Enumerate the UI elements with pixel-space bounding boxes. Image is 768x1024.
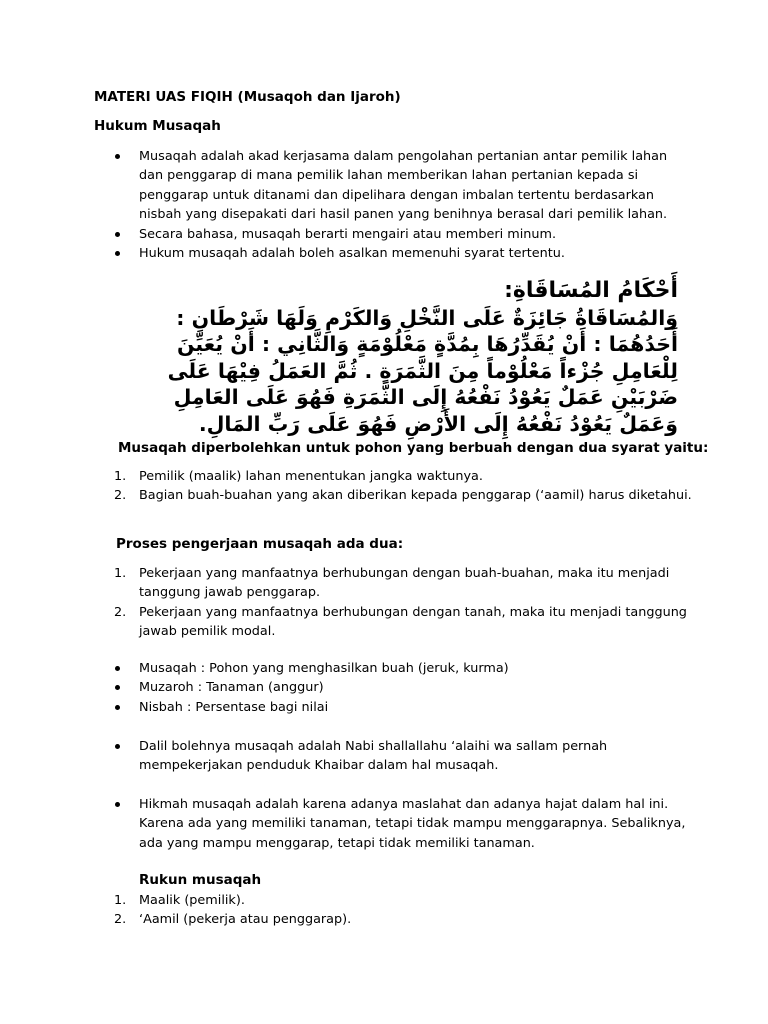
bullet-icon bbox=[115, 251, 120, 256]
bullet-icon bbox=[115, 154, 120, 159]
list-item-line: Bagian buah-buahan yang akan diberikan kepada penggarap (‘aamil) harus diketahui. bbox=[139, 488, 692, 504]
list-item bbox=[93, 795, 713, 853]
list-item bbox=[93, 244, 713, 263]
list-number: 2. bbox=[114, 488, 127, 504]
section-heading-proses: Proses pengerjaan musaqah ada dua: bbox=[116, 536, 404, 552]
arabic-line: وَعَمَلٌ يَعُوْدُ نَفْعُهُ إِلَى الأَرْضِ فَهُوَ عَلَى رَبِّ المَالِ. bbox=[198, 411, 678, 436]
list-item-line: tanggung jawab penggarap. bbox=[139, 585, 321, 601]
bullet-icon bbox=[115, 666, 120, 671]
list-item bbox=[93, 698, 713, 717]
section-heading-hukum-musaqah: Hukum Musaqah bbox=[94, 118, 221, 134]
list-item-line: mempekerjakan penduduk Khaibar dalam hal musaqah. bbox=[139, 758, 499, 774]
list-item bbox=[93, 467, 713, 486]
list-item-line: Dalil bolehnya musaqah adalah Nabi shallallahu ‘alaihi wa sallam pernah bbox=[139, 739, 608, 754]
bullet-icon bbox=[115, 705, 120, 710]
proses-list bbox=[93, 564, 713, 642]
list-item-line: penggarap untuk ditanami dan dipelihara dengan imbalan tertentu berdasarkan bbox=[139, 187, 655, 203]
list-item-line: Karena ada yang memiliki tanaman, tetapi tidak mampu menggarapnya. Sebaliknya, bbox=[139, 816, 686, 832]
arabic-text-block bbox=[150, 278, 678, 437]
list-item bbox=[93, 486, 713, 505]
list-item bbox=[93, 225, 713, 244]
arabic-heading: أَحْكَامُ المُسَاقَاةِ: bbox=[504, 278, 678, 303]
bullet-icon bbox=[115, 685, 120, 690]
hikmah-list bbox=[93, 795, 713, 853]
terms-list bbox=[93, 659, 713, 717]
list-item-line: Pekerjaan yang manfaatnya berhubungan dengan tanah, maka itu menjadi tanggung bbox=[139, 604, 687, 620]
arabic-line: وَالمُسَاقَاةُ جَائِزَةٌ عَلَى النَّخْلِ وَالكَرْمِ وَلَهَا شَرْطَانِ : bbox=[176, 305, 678, 330]
bullet-icon bbox=[115, 232, 120, 237]
list-item bbox=[93, 737, 713, 776]
list-number: 1. bbox=[114, 893, 127, 908]
hukum-musaqah-list bbox=[93, 147, 713, 263]
arabic-line: لِلْعَامِلِ جُزْءاً مَعْلُوْماً مِنَ الثَّمَرَةِ . ثُمَّ العَمَلُ فِيْهَا عَلَى bbox=[167, 358, 678, 383]
list-item-line: Pekerjaan yang manfaatnya berhubungan dengan buah-buahan, maka itu menjadi bbox=[139, 566, 670, 581]
list-number: 2. bbox=[114, 912, 127, 928]
list-item-line: Secara bahasa, musaqah berarti mengairi atau memberi minum. bbox=[139, 226, 557, 242]
list-item-line: dan penggarap di mana pemilik lahan memberikan lahan pertanian kepada si bbox=[139, 168, 639, 184]
section-heading-syarat: Musaqah diperbolehkan untuk pohon yang berbuah dengan dua syarat yaitu: bbox=[118, 440, 709, 456]
list-number: 1. bbox=[114, 469, 127, 484]
list-item bbox=[93, 678, 713, 697]
list-item bbox=[93, 891, 713, 910]
list-item-line: Hikmah musaqah adalah karena adanya maslahat dan adanya hajat dalam hal ini. bbox=[139, 797, 669, 812]
arabic-line: أَحَدُهُمَا : أَنْ يُقَدِّرُهَا بِمُدَّةٍ مَعْلُوْمَةٍ وَالثَّانِي : أَنْ يُعَيِّنَ bbox=[176, 332, 678, 356]
list-item-line: jawab pemilik modal. bbox=[139, 624, 276, 640]
list-item-line: ‘Aamil (pekerja atau penggarap). bbox=[139, 912, 352, 928]
list-item-line: Musaqah : Pohon yang menghasilkan buah (jeruk, kurma) bbox=[139, 661, 509, 676]
rukun-list bbox=[93, 891, 713, 930]
list-item-line: nisbah yang disepakati dari hasil panen yang benihnya berasal dari pemilik lahan. bbox=[139, 207, 668, 223]
list-item bbox=[93, 564, 713, 603]
list-item-line: Pemilik (maalik) lahan menentukan jangka waktunya. bbox=[139, 469, 483, 484]
list-item bbox=[93, 910, 713, 929]
bullet-icon bbox=[115, 802, 120, 807]
list-item bbox=[93, 147, 713, 225]
dalil-list bbox=[93, 737, 713, 776]
list-item-line: Maalik (pemilik). bbox=[139, 893, 245, 908]
list-item-line: Nisbah : Persentase bagi nilai bbox=[139, 699, 329, 715]
document-title: MATERI UAS FIQIH (Musaqoh dan Ijaroh) bbox=[94, 89, 401, 105]
list-number: 1. bbox=[114, 566, 127, 581]
list-item-line: Muzaroh : Tanaman (anggur) bbox=[139, 680, 324, 696]
section-heading-rukun: Rukun musaqah bbox=[139, 872, 262, 888]
bullet-icon bbox=[115, 744, 120, 749]
list-item bbox=[93, 603, 713, 642]
list-item-line: ada yang mampu menggarap, tetapi tidak memiliki tanaman. bbox=[139, 835, 535, 851]
list-item-line: Musaqah adalah akad kerjasama dalam pengolahan pertanian antar pemilik lahan bbox=[139, 149, 668, 164]
list-item-line: Hukum musaqah adalah boleh asalkan memenuhi syarat tertentu. bbox=[139, 246, 565, 262]
syarat-list bbox=[93, 467, 713, 506]
list-item bbox=[93, 659, 713, 678]
arabic-line: ضَرْبَيْنِ عَمَلٌ يَعُوْدُ نَفْعُهُ إِلَى الثَّمَرَةِ فَهُوَ عَلَى العَامِلِ bbox=[173, 385, 678, 409]
list-number: 2. bbox=[114, 604, 127, 620]
